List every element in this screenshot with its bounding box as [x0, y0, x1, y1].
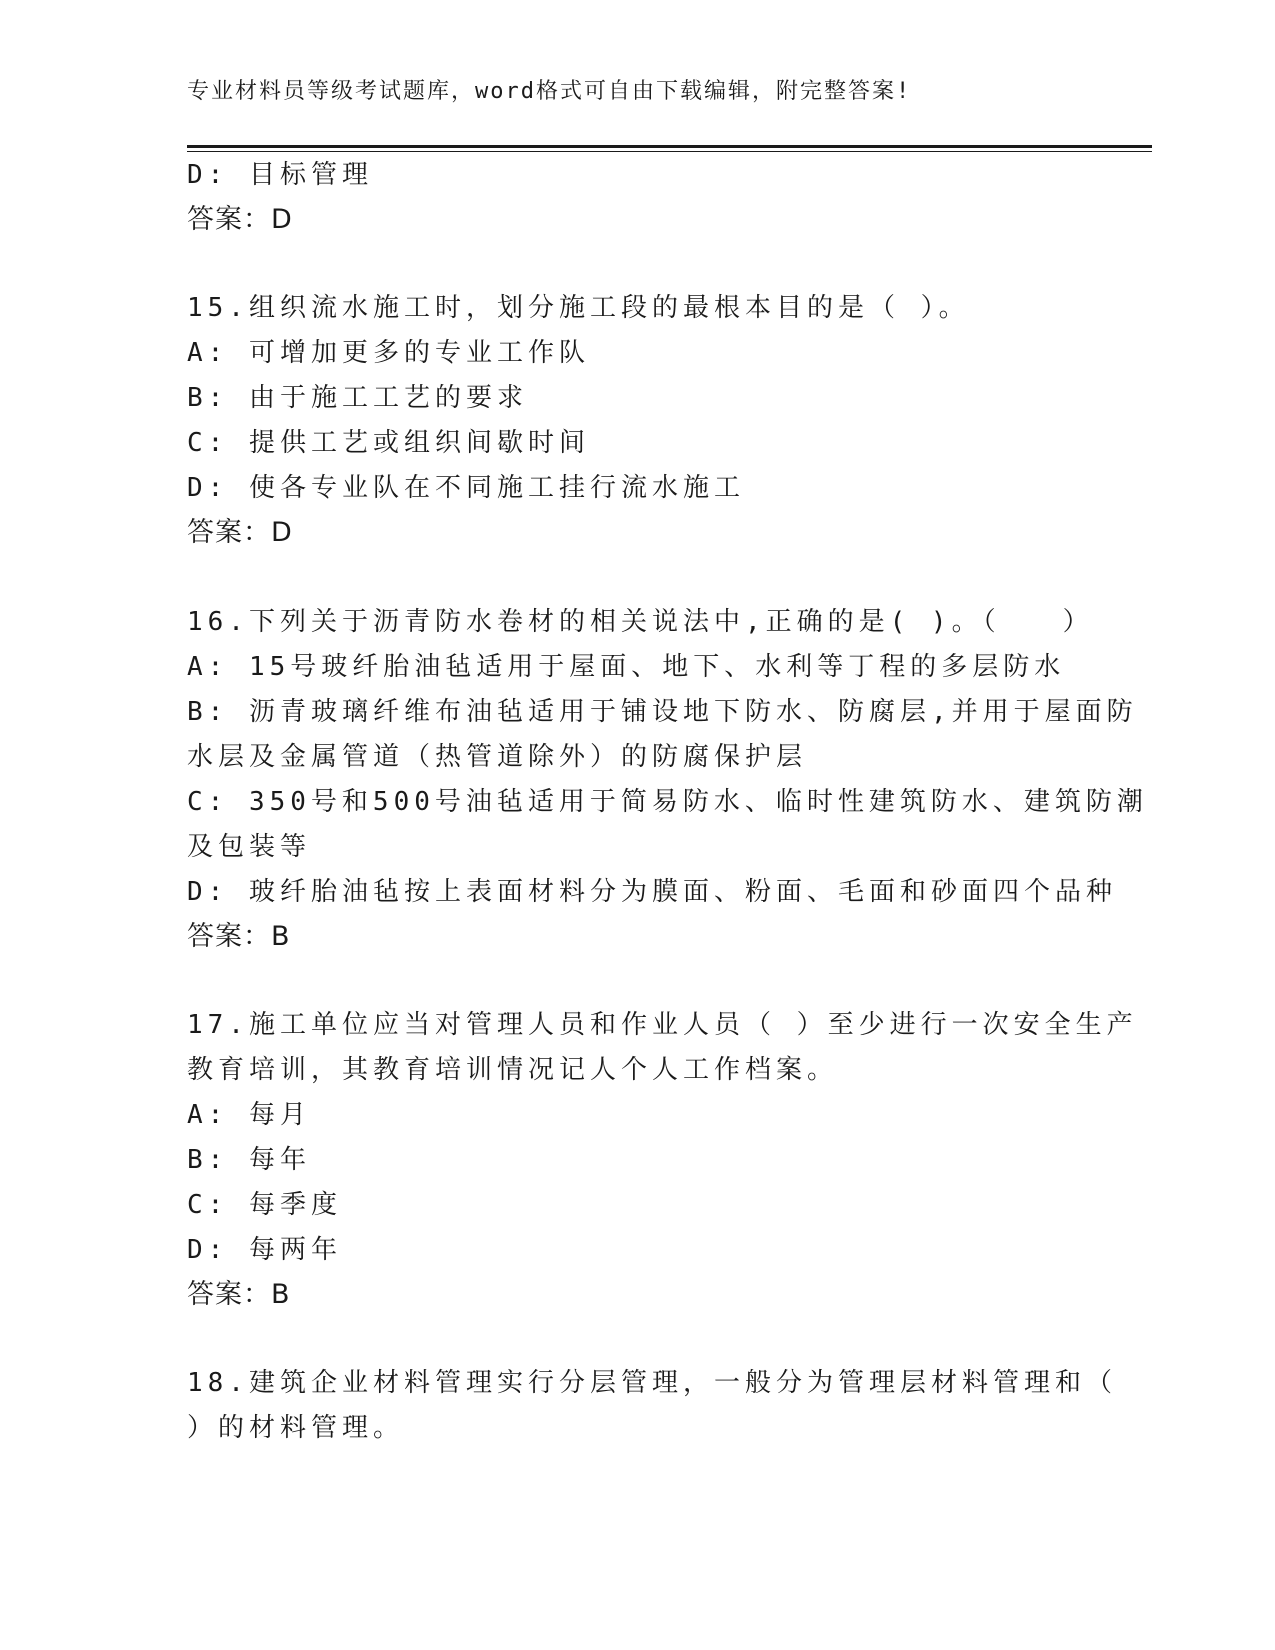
header-rule-thin — [187, 151, 1152, 152]
q18-stem-line-1: 18.建筑企业材料管理实行分层管理，一般分为管理层材料管理和（ — [187, 1368, 1117, 1398]
q16-option-a: A: 15号玻纤胎油毡适用于屋面、地下、水利等丁程的多层防水 — [187, 652, 1066, 682]
q16-stem-line-1: 16.下列关于沥青防水卷材的相关说法中,正确的是( )。（ ） — [187, 607, 1094, 637]
q17-option-c: C: 每季度 — [187, 1190, 342, 1220]
q16-option-b-line-2: 水层及金属管道（热管道除外）的防腐保护层 — [187, 742, 808, 772]
q15-option-a: A: 可增加更多的专业工作队 — [187, 338, 590, 368]
q17-option-b: B: 每年 — [187, 1145, 311, 1175]
q15-option-c: C: 提供工艺或组织间歇时间 — [187, 428, 590, 458]
header-rule-thick — [187, 145, 1152, 148]
q17-option-d: D: 每两年 — [187, 1235, 342, 1265]
q16-option-d: D: 玻纤胎油毡按上表面材料分为膜面、粉面、毛面和砂面四个品种 — [187, 877, 1117, 907]
q16-option-c-line-1: C: 350号和500号油毡适用于简易防水、临时性建筑防水、建筑防潮 — [187, 787, 1148, 817]
q17-stem-line-2: 教育培训，其教育培训情况记人个人工作档案。 — [187, 1055, 839, 1085]
q18-stem-line-2: ）的材料管理。 — [187, 1413, 405, 1443]
q15-stem-line-1: 15.组织流水施工时，划分施工段的最根本目的是（ ）。 — [187, 293, 970, 323]
q16-answer: 答案：B — [187, 921, 291, 952]
q17-stem-line-1: 17.施工单位应当对管理人员和作业人员（ ）至少进行一次安全生产 — [187, 1010, 1138, 1040]
q15-option-b: B: 由于施工工艺的要求 — [187, 383, 528, 413]
q15-answer: 答案：D — [187, 517, 293, 548]
prev-option-d: D: 目标管理 — [187, 160, 373, 190]
q16-option-c-line-2: 及包装等 — [187, 832, 312, 862]
q17-option-a: A: 每月 — [187, 1100, 311, 1130]
q17-answer: 答案：B — [187, 1279, 291, 1310]
prev-answer: 答案：D — [187, 204, 293, 235]
page-header: 专业材料员等级考试题库，word格式可自由下载编辑，附完整答案! — [187, 79, 912, 104]
q15-option-d: D: 使各专业队在不同施工挂行流水施工 — [187, 473, 745, 503]
q16-option-b-line-1: B: 沥青玻璃纤维布油毡适用于铺设地下防水、防腐层,并用于屋面防 — [187, 697, 1138, 727]
